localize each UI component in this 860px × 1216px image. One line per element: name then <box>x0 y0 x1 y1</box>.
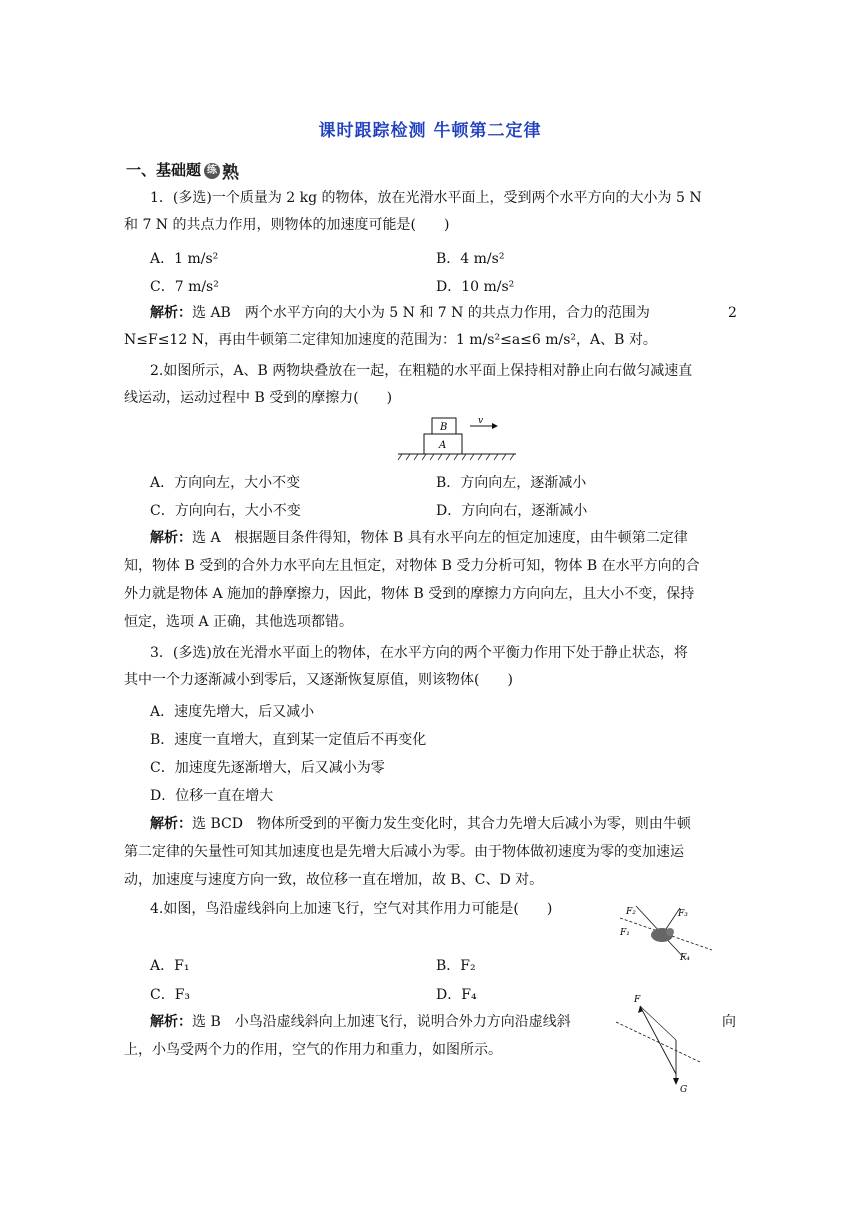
section-badge-text: 熟 <box>222 163 240 183</box>
q4-figure-bird <box>616 902 716 964</box>
q3-answer-line3: 动，加速度与速度方向一致，故位移一直在增加，故 B、C、D 对。 <box>124 872 544 888</box>
q2-answer-label: 解析： <box>150 530 192 546</box>
q1-answer-line2: N≤F≤12 N，再由牛顿第二定律知加速度的范围为：1 m/s²≤a≤6 m/s²，A、B 对。 <box>124 332 657 348</box>
q2-option-b: B．方向向左，逐渐减小 <box>436 475 587 491</box>
q1-answer-label: 解析： <box>150 305 192 321</box>
q4-option-d: D．F₄ <box>436 987 477 1003</box>
q2-answer-line4: 恒定，选项 A 正确，其他选项都错。 <box>124 614 354 630</box>
q3-answer-text1: 选 BCD 物体所受到的平衡力发生变化时，其合力先增大后减小为零，则由牛顿 <box>192 816 691 832</box>
q2-stem-line2: 线运动，运动过程中 B 受到的摩擦力( ) <box>124 390 393 406</box>
velocity-label: v <box>478 416 484 426</box>
q2-option-a: A．方向向左，大小不变 <box>150 475 301 491</box>
q4-answer-line2: 上，小鸟受两个力的作用，空气的作用力和重力，如图所示。 <box>124 1042 502 1058</box>
q3-option-d: D．位移一直在增大 <box>150 788 274 804</box>
f4-label: F₄ <box>680 953 690 963</box>
section-heading <box>126 158 239 183</box>
q1-answer-line1-end: 2 <box>728 305 737 321</box>
page-title: 课时跟踪检测 牛顿第二定律 <box>318 121 542 141</box>
block-a-label: A <box>439 440 447 451</box>
g-label: G <box>680 1085 688 1094</box>
section-label: 一、基础题 <box>126 161 202 179</box>
q2-option-d: D．方向向右，逐渐减小 <box>436 503 588 519</box>
f-label: F <box>634 995 641 1005</box>
q1-stem-line2: 和 7 N 的共点力作用，则物体的加速度可能是( ) <box>124 217 450 233</box>
q4-option-a: A．F₁ <box>150 958 190 974</box>
q4-stem-line1: 4.如图，鸟沿虚线斜向上加速飞行，空气对其作用力可能是( ) <box>150 901 553 917</box>
q1-option-c: C．7 m/s² <box>150 279 219 295</box>
q1-option-d: D．10 m/s² <box>436 279 515 295</box>
q3-option-a: A．速度先增大，后又减小 <box>150 704 315 720</box>
force-f-line <box>640 1006 676 1074</box>
q3-answer-label: 解析： <box>150 816 192 832</box>
q2-option-c: C．方向向右，大小不变 <box>150 503 301 519</box>
q2-answer-text1: 选 A 根据题目条件得知，物体 B 具有水平向左的恒定加速度，由牛顿第二定律 <box>192 530 688 546</box>
f2-label: F₂ <box>626 907 636 917</box>
q4-answer-line1-end: 向 <box>722 1014 736 1030</box>
q2-answer-line2: 知，物体 B 受到的合外力水平向左且恒定，对物体 B 受力分析可知，物体 B 在水平方向的合 <box>124 558 700 574</box>
q4-answer-figure <box>612 992 704 1094</box>
q4-option-c: C．F₃ <box>150 987 191 1003</box>
q2-stem-line1: 2.如图所示，A、B 两物块叠放在一起，在粗糙的水平面上保持相对静止向右做匀减速直 <box>150 363 693 379</box>
dashed-direction-line <box>616 1022 700 1062</box>
q4-answer-text1: 选 B 小鸟沿虚线斜向上加速飞行，说明合外力方向沿虚线斜 <box>192 1014 571 1030</box>
q1-option-b: B．4 m/s² <box>436 251 505 267</box>
q3-stem-line1: 3．(多选)放在光滑水平面上的物体，在水平方向的两个平衡力作用下处于静止状态，将 <box>150 645 688 661</box>
q3-stem-line2: 其中一个力逐渐减小到零后，又逐渐恢复原值，则该物体( ) <box>124 672 513 688</box>
q1-answer-line1 <box>150 304 650 322</box>
q2-answer-line1 <box>150 529 688 547</box>
q2-answer-line3: 外力就是物体 A 施加的静摩擦力，因此，物体 B 受到的摩擦力方向向左，且大小不变，保持 <box>124 586 695 602</box>
q3-answer-line1 <box>150 815 691 833</box>
q2-figure-blocks <box>396 414 518 466</box>
block-b-label: B <box>440 422 448 433</box>
q1-stem-line1: 1．(多选)一个质量为 2 kg 的物体，放在光滑水平面上，受到两个水平方向的大小为 5 N <box>150 190 702 206</box>
section-badge-icon: 练 <box>204 163 220 179</box>
q3-option-b: B．速度一直增大，直到某一定值后不再变化 <box>150 732 427 748</box>
q3-answer-line2: 第二定律的矢量性可知其加速度也是先增大后减小为零。由于物体做初速度为零的变加速运 <box>124 844 684 860</box>
q1-option-a: A．1 m/s² <box>150 251 219 267</box>
f1-label: F₁ <box>620 928 630 938</box>
q4-answer-label: 解析： <box>150 1014 192 1030</box>
q4-option-b: B．F₂ <box>436 958 476 974</box>
q4-answer-line1 <box>150 1013 571 1031</box>
q3-option-c: C．加速度先逐渐增大，后又减小为零 <box>150 760 385 776</box>
q1-answer-text1: 选 AB 两个水平方向的大小为 5 N 和 7 N 的共点力作用，合力的范围为 <box>192 305 650 321</box>
f3-label: F₃ <box>678 909 688 919</box>
